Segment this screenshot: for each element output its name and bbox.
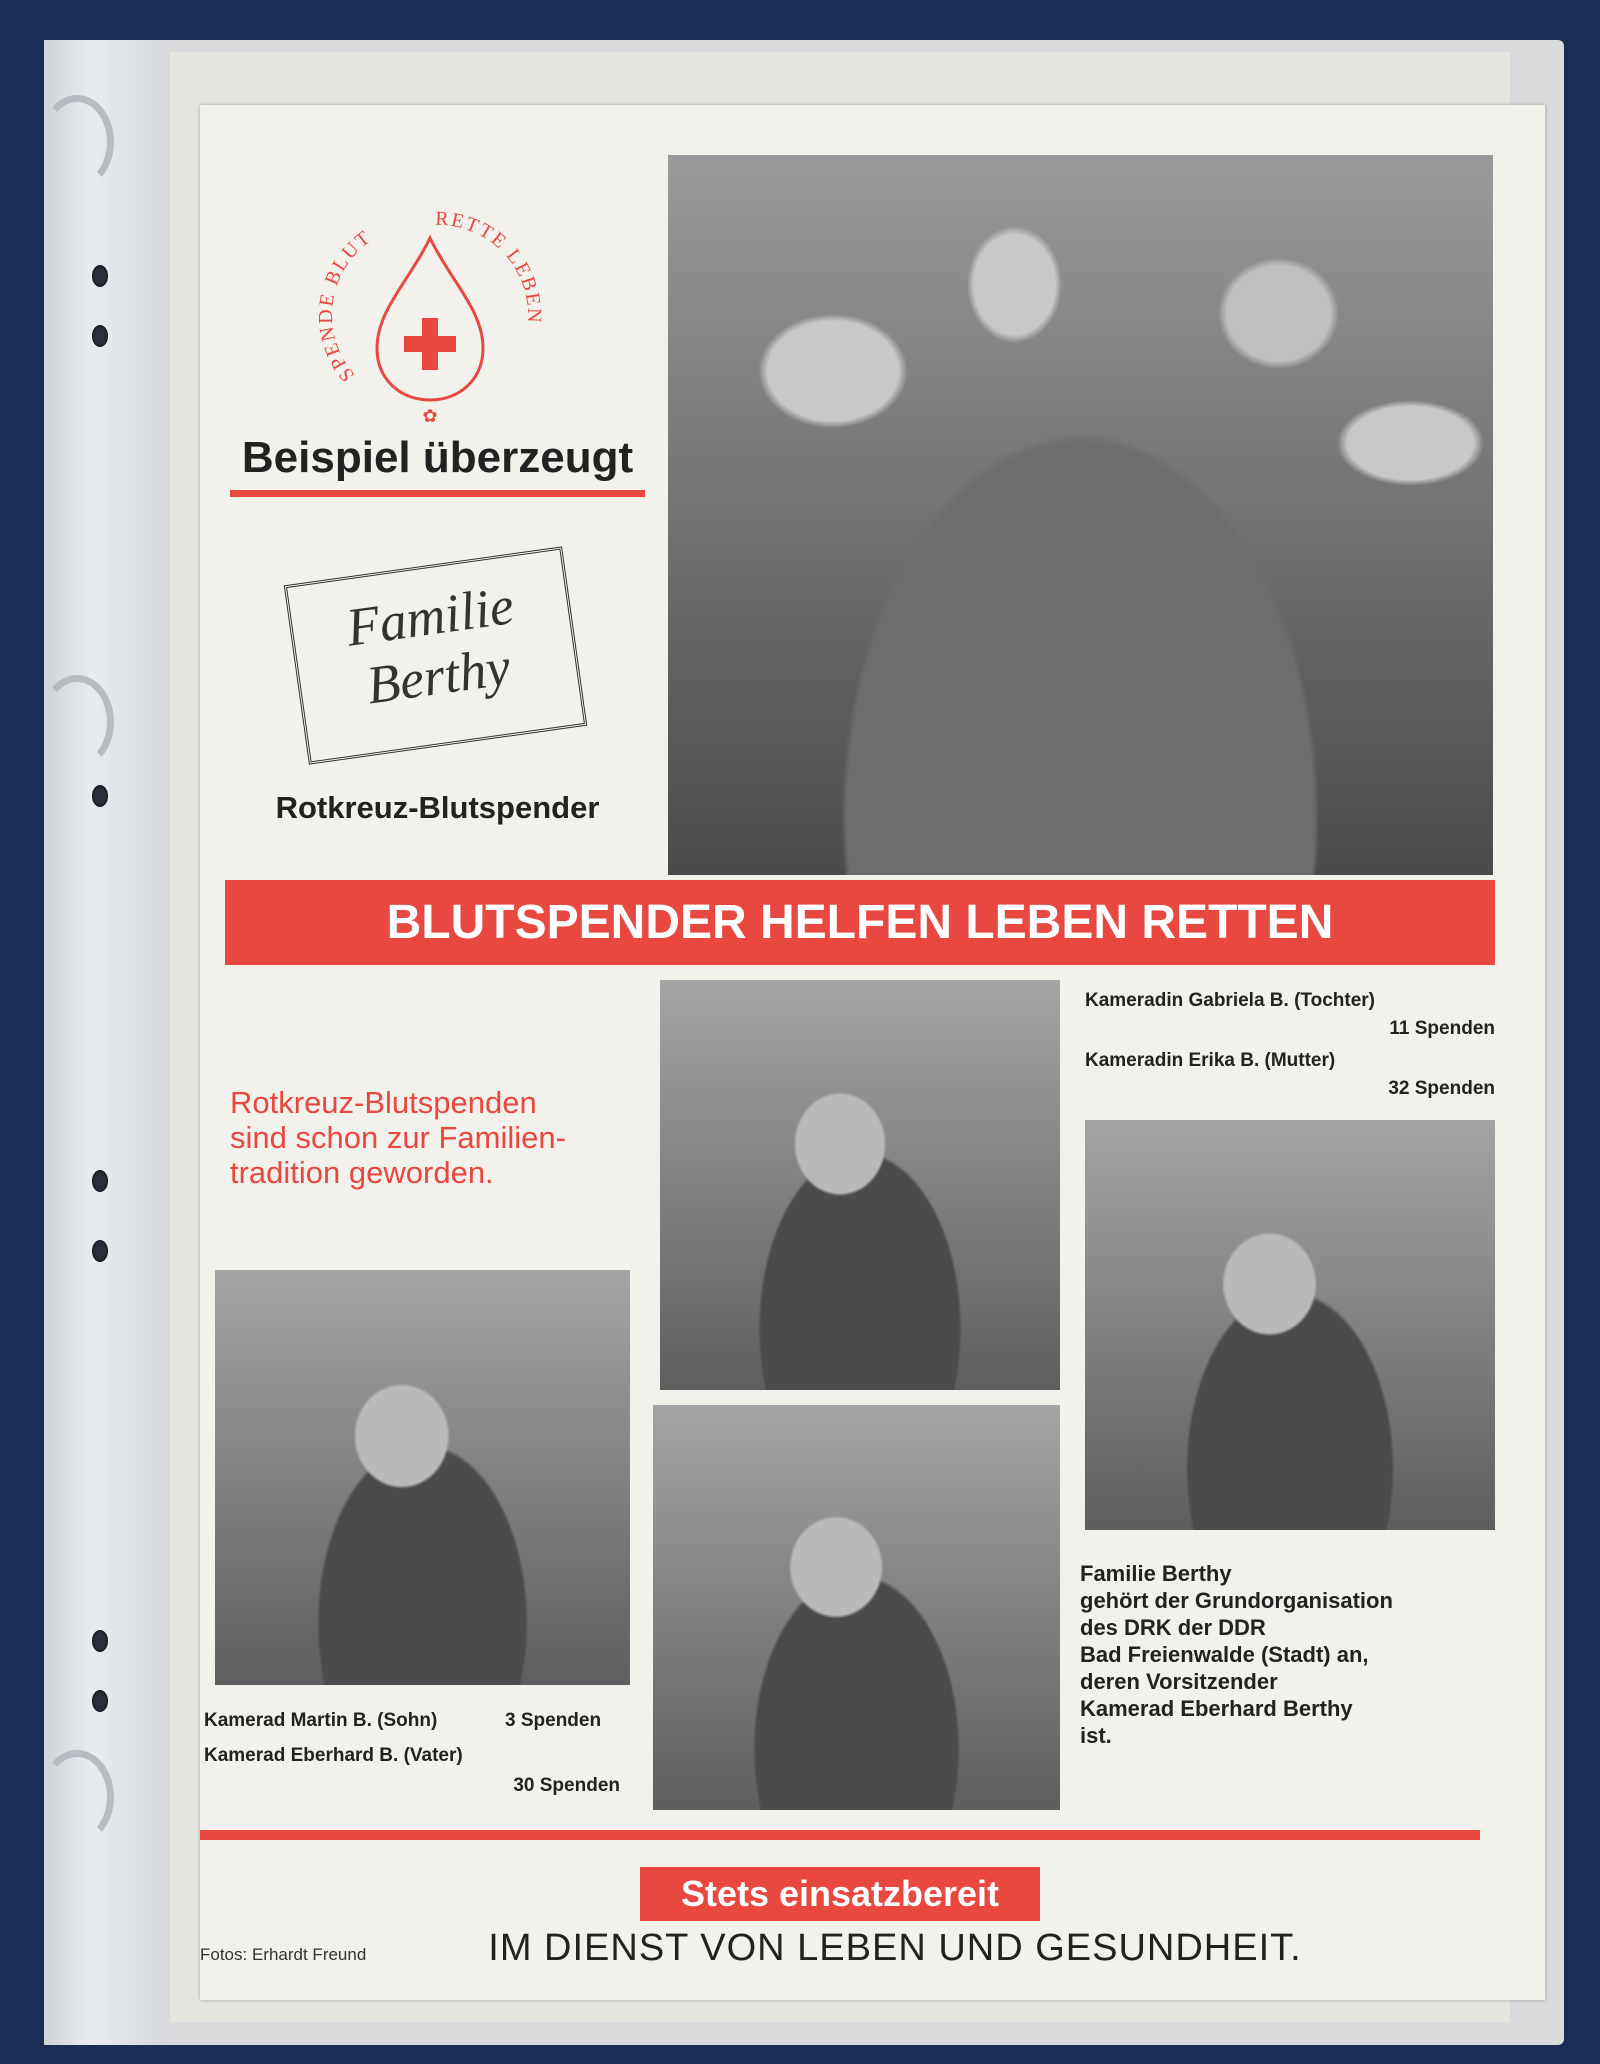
family-text-line7: ist. <box>1080 1723 1112 1748</box>
punch-hole <box>92 325 108 347</box>
logo-text-left: SPENDE BLUT <box>315 225 376 386</box>
father-photo <box>653 1405 1060 1810</box>
punch-hole <box>92 1240 108 1262</box>
binder-ring-bottom <box>40 1750 114 1844</box>
family-text-line5: deren Vorsitzender <box>1080 1669 1278 1694</box>
caption-martin-name: Kamerad Martin B. (Sohn) <box>204 1710 438 1731</box>
family-badge-line2: Berthy <box>362 636 514 716</box>
intro-line1: Rotkreuz-Blutspenden <box>230 1085 537 1120</box>
caption-gabriela-count: 11 Spenden <box>1389 1018 1495 1039</box>
document-page <box>200 105 1545 2000</box>
caption-gabriela-name: Kameradin Gabriela B. (Tochter) <box>1085 990 1375 1011</box>
banner <box>225 880 1495 965</box>
family-text-line4: Bad Freienwalde (Stadt) an, <box>1080 1642 1369 1667</box>
intro-text <box>230 1085 566 1190</box>
group-photo <box>668 155 1493 875</box>
banner-text: BLUTSPENDER HELFEN LEBEN RETTEN <box>386 896 1334 949</box>
slogan: IM DIENST VON LEBEN UND GESUNDHEIT. <box>488 1927 1302 1969</box>
punch-hole <box>92 1170 108 1192</box>
family-badge-line1: Familie <box>342 574 518 658</box>
punch-hole <box>92 785 108 807</box>
svg-text:SPENDE BLUT <box>315 226 376 386</box>
son-photo <box>215 1270 630 1685</box>
caption-erika-name: Kameradin Erika B. (Mutter) <box>1085 1050 1336 1071</box>
caption-martin-count: 3 Spenden <box>505 1710 602 1731</box>
headline: Beispiel überzeugt <box>241 433 634 482</box>
mother-photo <box>1085 1120 1495 1530</box>
daughter-photo <box>660 980 1060 1390</box>
stets-text: Stets einsatzbereit <box>680 1873 1000 1914</box>
family-text-line3: des DRK der DDR <box>1080 1615 1266 1640</box>
footer-rule <box>200 1830 1480 1840</box>
family-text-line2: gehört der Grundorganisation <box>1080 1588 1393 1613</box>
caption-erika-count: 32 Spenden <box>1388 1078 1495 1099</box>
stets-badge <box>640 1867 1040 1921</box>
family-text <box>1080 1560 1393 1749</box>
family-text-line1: Familie Berthy <box>1080 1561 1232 1586</box>
punch-hole <box>92 1690 108 1712</box>
photo-credit: Fotos: Erhardt Freund <box>200 1945 367 1964</box>
family-badge <box>284 546 587 764</box>
svg-text:RETTE LEBEN <box>435 208 545 325</box>
punch-hole <box>92 265 108 287</box>
binder-ring-middle <box>40 675 114 769</box>
intro-line2: sind schon zur Familien- <box>230 1120 566 1155</box>
family-text-line6: Kamerad Eberhard Berthy <box>1080 1696 1353 1721</box>
blood-drop-logo <box>315 200 545 430</box>
caption-eberhard-name: Kamerad Eberhard B. (Vater) <box>204 1745 463 1766</box>
punch-hole <box>92 1630 108 1652</box>
intro-line3: tradition geworden. <box>230 1155 494 1190</box>
binder-ring-top <box>40 95 114 189</box>
headline-underline <box>230 490 645 497</box>
caption-eberhard-count: 30 Spenden <box>513 1775 620 1796</box>
subtitle: Rotkreuz-Blutspender <box>275 790 600 825</box>
flower-icon: ✿ <box>422 406 438 426</box>
logo-text-right: RETTE LEBEN <box>434 207 545 325</box>
